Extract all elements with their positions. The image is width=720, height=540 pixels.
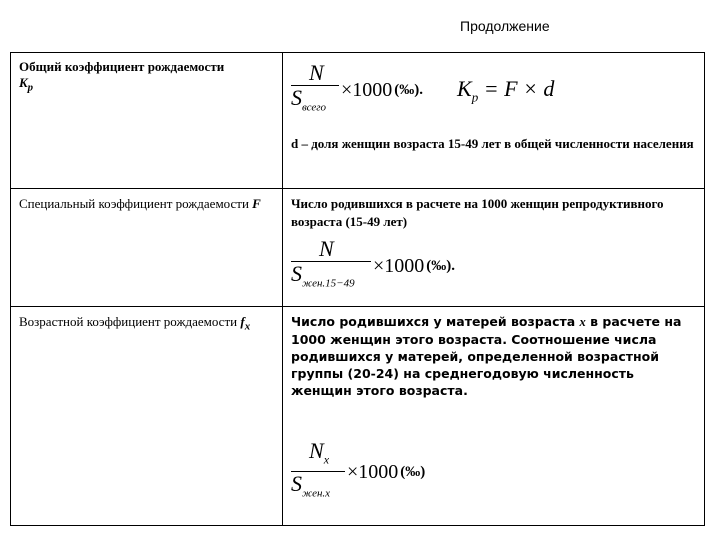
denominator: $S_{жен.15-49}$ xyxy=(291,261,355,290)
row-name: Возрастной коэффициент рождаемости xyxy=(19,314,241,329)
unit: (‰). xyxy=(426,257,456,274)
birth-rate-table xyxy=(10,52,705,526)
row-name: Специальный коэффициент рождаемости xyxy=(19,196,253,211)
row-name-cell xyxy=(11,307,283,526)
table-row xyxy=(11,307,705,526)
row-symbol: $K_p$ xyxy=(19,75,34,94)
multiplier: ×1000 xyxy=(373,254,425,277)
continuation-label: Продолжение xyxy=(460,18,550,34)
denominator: $S_{жен.x}$ xyxy=(291,471,331,500)
multiplier: ×1000 xyxy=(347,460,399,483)
table-row xyxy=(11,189,705,307)
row-symbol: F xyxy=(252,196,261,211)
row-name: Общий коэффициент рождаемости xyxy=(19,59,225,74)
formula xyxy=(291,61,696,119)
kp-formula: $K_p = F \times d$ xyxy=(457,75,555,104)
row-symbol: $f_x$ xyxy=(240,314,251,333)
table-row xyxy=(11,53,705,189)
numerator: N xyxy=(319,236,334,261)
numerator: N xyxy=(309,60,324,85)
row-name-cell xyxy=(11,53,283,189)
numerator: $N_x$ xyxy=(309,438,330,467)
row-name-cell xyxy=(11,189,283,307)
unit: (‰) xyxy=(400,463,426,480)
row-description: Число родившихся у матерей возраста x в расчете на 1000 женщин этого возраста. Соотношение числа родившихся у матерей, определенной возрастной группы (20-24) на среднегодовую численность женщин этого возраста. xyxy=(291,314,682,398)
denominator: $S_{всего}$ xyxy=(291,85,327,114)
formula xyxy=(291,237,696,295)
unit: (‰). xyxy=(394,81,424,98)
row-formula-cell xyxy=(283,53,705,189)
row-description: d – доля женщин возраста 15-49 лет в общей численности населения xyxy=(291,136,694,152)
fraction xyxy=(291,439,345,506)
fraction xyxy=(291,61,339,119)
row-formula-cell xyxy=(283,189,705,307)
formula xyxy=(291,439,696,506)
fraction xyxy=(291,237,371,295)
row-formula-cell xyxy=(283,307,705,526)
row-description: Число родившихся в расчете на 1000 женщин репродуктивного возраста (15-49 лет) xyxy=(291,196,664,229)
multiplier: ×1000 xyxy=(341,78,393,101)
